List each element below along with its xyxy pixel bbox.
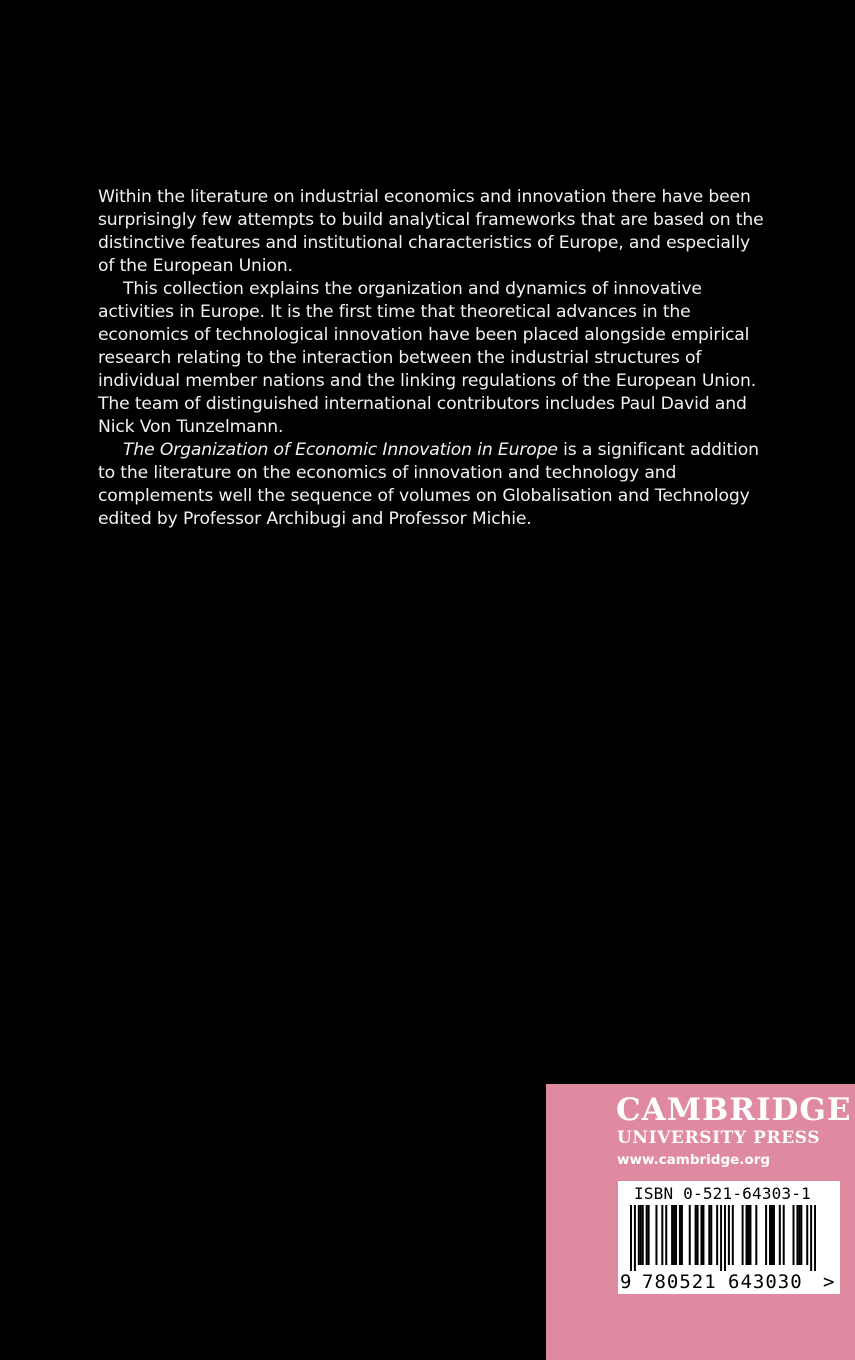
barcode-bar xyxy=(806,1205,808,1265)
barcode-bar xyxy=(673,1205,675,1265)
barcode-bar xyxy=(779,1205,781,1265)
blurb-paragraph-2: This collection explains the organization and dynamics of innovative activities in Europe. It is the first time that theoretical advances in the economics of technological innovation have been placed alongside empirical research relating to the interaction between the industrial structures of individual member nations and the linking regulations of the European Union. The team of distinguished international contributors includes Paul David and Nick Von Tunzelmann. xyxy=(98,279,757,437)
barcode-bar xyxy=(646,1205,648,1265)
ean-first-digit: 9 xyxy=(620,1271,632,1293)
barcode-bar xyxy=(800,1205,802,1265)
barcode-bar xyxy=(798,1205,800,1265)
barcode-bar xyxy=(700,1205,702,1265)
barcode-bar xyxy=(655,1205,657,1265)
ean-left-group: 780521 xyxy=(642,1271,717,1293)
barcode-bar xyxy=(661,1205,663,1265)
barcode-bar xyxy=(689,1205,691,1265)
barcode-bar xyxy=(747,1205,749,1265)
barcode-bar xyxy=(638,1205,640,1265)
barcode-bar xyxy=(716,1205,718,1265)
barcode-bar xyxy=(695,1205,697,1265)
barcode-bar xyxy=(679,1205,681,1265)
book-title: The Organization of Economic Innovation in Europe xyxy=(123,440,558,460)
barcode-bar xyxy=(665,1205,667,1265)
barcode-bar xyxy=(783,1205,785,1265)
barcode-bar xyxy=(728,1205,730,1265)
barcode-bar xyxy=(648,1205,650,1265)
barcode-bars xyxy=(630,1205,816,1271)
barcode-bar xyxy=(749,1205,751,1265)
barcode-bar xyxy=(671,1205,673,1265)
publisher-press: UNIVERSITY PRESS xyxy=(617,1128,821,1148)
barcode-label xyxy=(618,1181,840,1294)
barcode-bar xyxy=(634,1205,636,1271)
barcode-bar xyxy=(708,1205,710,1265)
barcode-bar xyxy=(810,1205,812,1271)
publisher-url: www.cambridge.org xyxy=(617,1152,771,1168)
publisher-panel xyxy=(546,1084,855,1360)
barcode-bar xyxy=(773,1205,775,1265)
barcode-bar xyxy=(765,1205,767,1265)
barcode-bar xyxy=(793,1205,795,1265)
barcode-bar xyxy=(771,1205,773,1265)
back-cover-blurb xyxy=(98,186,770,531)
barcode-bar xyxy=(732,1205,734,1265)
barcode-bar xyxy=(720,1205,722,1271)
barcode-bar xyxy=(742,1205,744,1265)
barcode-bar xyxy=(702,1205,704,1265)
blurb-paragraph-3-text: is a significant addition to the literature on the economics of innovation and technology and complements well the sequence of volumes on Globalisation and Technology edited by Professor Archibugi and Professor Michie. xyxy=(98,440,759,529)
barcode-bar xyxy=(630,1205,632,1271)
barcode-bar xyxy=(640,1205,642,1265)
isbn-number: ISBN 0-521-64303-1 xyxy=(634,1184,811,1203)
barcode-bar xyxy=(755,1205,757,1265)
barcode-bar xyxy=(746,1205,748,1265)
barcode-bar xyxy=(697,1205,699,1265)
barcode-bar xyxy=(681,1205,683,1265)
barcode-bar xyxy=(769,1205,771,1265)
barcode-bar xyxy=(724,1205,726,1271)
blurb-paragraph-1: Within the literature on industrial economics and innovation there have been surprisingly few attempts to build analytical frameworks that are based on the distinctive features and institutional characteristics of Europe, and especially of the European Union. xyxy=(98,187,764,276)
barcode-bar xyxy=(814,1205,816,1271)
barcode-bar xyxy=(642,1205,644,1265)
barcode-bar xyxy=(796,1205,798,1265)
barcode-bar xyxy=(675,1205,677,1265)
barcode-bar xyxy=(710,1205,712,1265)
ean-right-group: 643030 xyxy=(728,1271,803,1293)
publisher-name: CAMBRIDGE xyxy=(616,1092,852,1128)
ean-end-mark: > xyxy=(823,1271,835,1293)
blurb-paragraph-3 xyxy=(98,439,770,531)
